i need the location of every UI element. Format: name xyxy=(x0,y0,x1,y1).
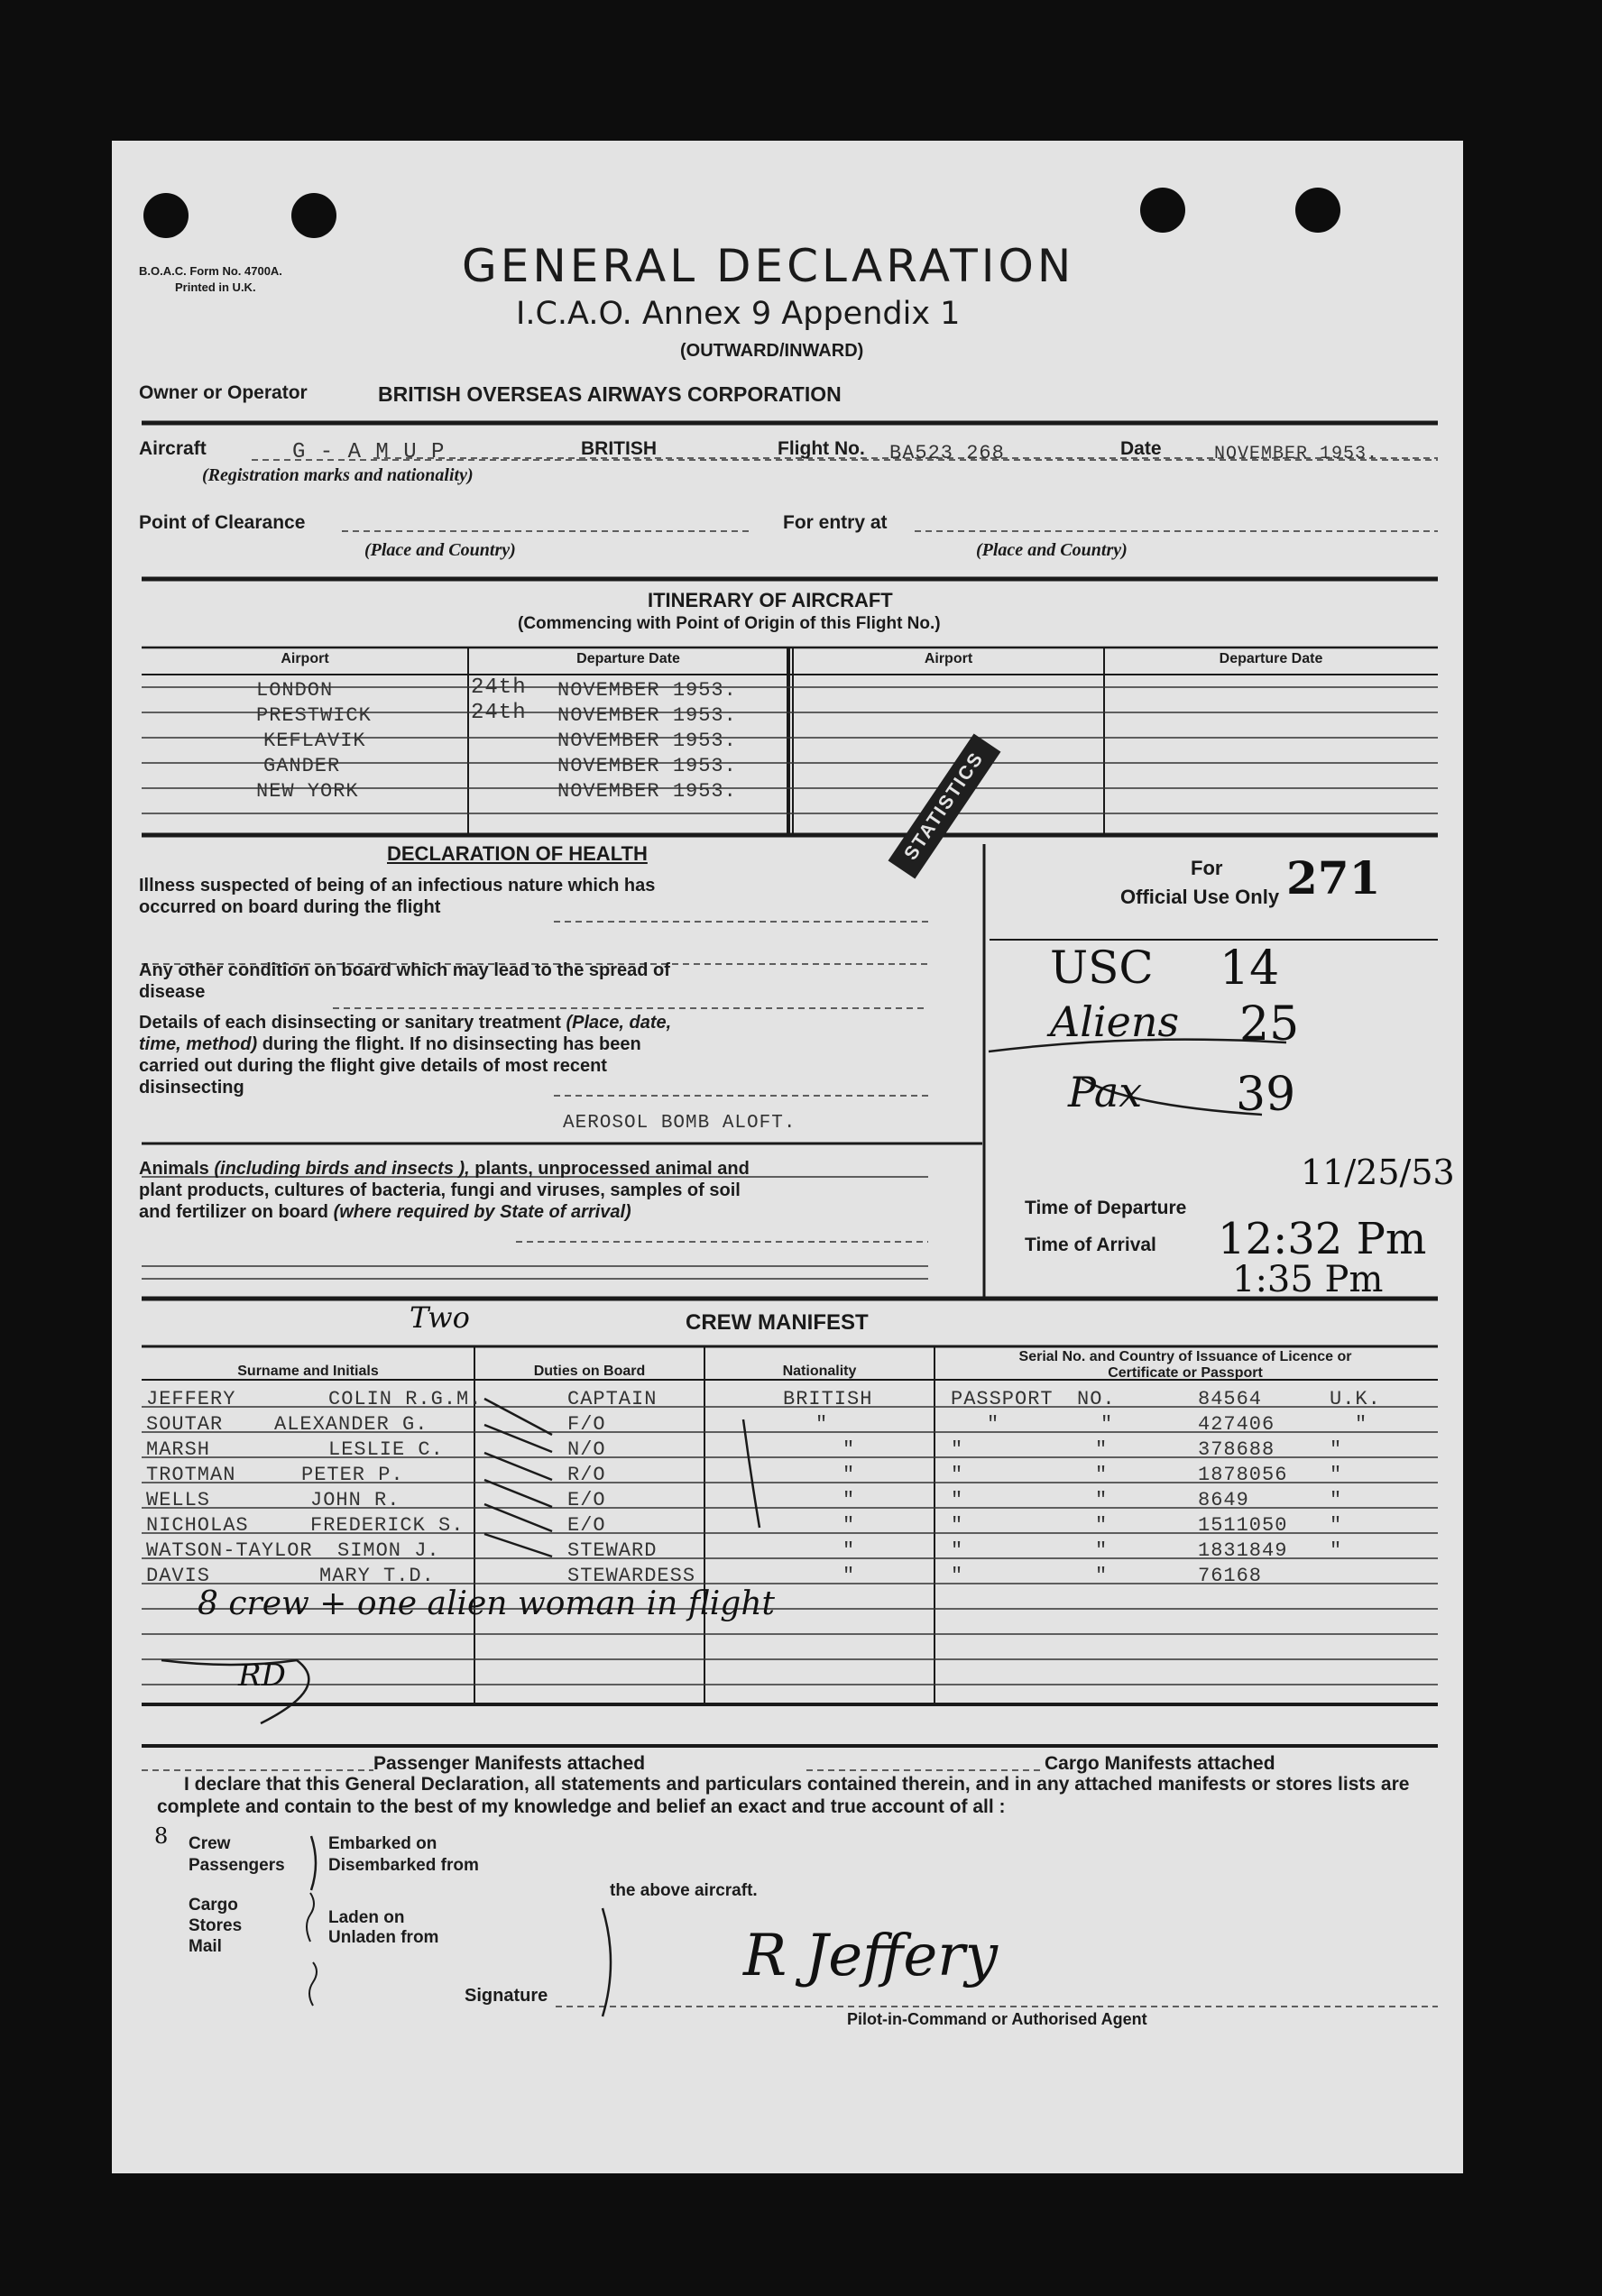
crew-nationality: " xyxy=(842,1438,856,1461)
crew-serial: 378688 xyxy=(1198,1438,1275,1461)
crew-surname: NICHOLAS xyxy=(146,1514,249,1537)
crew-country: " xyxy=(1330,1539,1343,1562)
itinerary-date: NOVEMBER 1953. xyxy=(557,780,737,803)
crew-initials: LESLIE C. xyxy=(328,1438,444,1461)
crew-duty: F/O xyxy=(567,1413,606,1436)
entry-label: For entry at xyxy=(783,512,888,533)
crew-doc-type: " xyxy=(951,1514,964,1537)
crew-country: " xyxy=(1355,1413,1368,1436)
itinerary-airport: GANDER xyxy=(263,755,341,777)
form-number: B.O.A.C. Form No. 4700A. xyxy=(139,264,282,278)
clearance-hint: (Place and Country) xyxy=(364,540,516,560)
official-use-label: Official Use Only xyxy=(1120,886,1280,908)
animals-hint: (including birds and insects ), xyxy=(214,1159,470,1179)
statistics-stamp: STATISTICS xyxy=(888,733,1001,878)
official-note-key: Aliens xyxy=(1050,997,1180,1046)
itinerary-airport: KEFLAVIK xyxy=(263,730,366,752)
departure-label: Time of Departure xyxy=(1025,1198,1187,1218)
crew-duty: E/O xyxy=(567,1514,606,1537)
official-note-value: 25 xyxy=(1239,997,1300,1052)
flight-number: BA523 268 xyxy=(889,442,1005,464)
direction-label: (OUTWARD/INWARD) xyxy=(680,341,864,361)
clearance-label: Point of Clearance xyxy=(139,512,306,533)
cleared-time: 1:35 Pm xyxy=(1232,1259,1384,1300)
crew-serial: 76168 xyxy=(1198,1565,1263,1587)
crew-surname: MARSH xyxy=(146,1438,211,1461)
crew-initials: JOHN R. xyxy=(310,1489,400,1511)
crew-doc-no: " xyxy=(1095,1539,1109,1562)
itinerary-date: NOVEMBER 1953. xyxy=(557,704,737,727)
page-subtitle: I.C.A.O. Annex 9 Appendix 1 xyxy=(516,296,961,332)
crew-nationality: BRITISH xyxy=(783,1388,873,1410)
crew-initials: ALEXANDER G. xyxy=(274,1413,428,1436)
aircraft-registration: G - A M U P xyxy=(292,440,446,464)
crew-title: CREW MANIFEST xyxy=(686,1310,869,1335)
official-note-value: 14 xyxy=(1220,941,1280,996)
declaration-mail: Mail xyxy=(189,1937,222,1956)
crew-nationality: " xyxy=(842,1565,856,1587)
crew-serial: 1878056 xyxy=(1198,1464,1288,1486)
printed-note: Printed in U.K. xyxy=(175,280,256,294)
crew-serial: 8649 xyxy=(1198,1489,1249,1511)
official-note-value: 39 xyxy=(1236,1068,1296,1122)
itinerary-subtitle: (Commencing with Point of Origin of this Flight No.) xyxy=(518,614,941,633)
owner-label: Owner or Operator xyxy=(139,382,308,403)
animals-text: Animals xyxy=(139,1159,209,1179)
passenger-manifest-label: Passenger Manifests attached xyxy=(373,1753,646,1774)
aircraft-nationality: BRITISH xyxy=(581,438,657,459)
crew-doc-type: PASSPORT xyxy=(951,1388,1054,1410)
departure-date: 11/25/53 xyxy=(1301,1153,1455,1192)
disinsecting-text-cont: during the flight. If no disinsecting has been carried out during the flight give details of most recent disinsecting xyxy=(139,1034,641,1097)
declaration-passengers: Passengers xyxy=(189,1856,285,1875)
declaration-disembarked: Disembarked from xyxy=(328,1856,479,1875)
itinerary-header-airport: Airport xyxy=(281,651,329,666)
crew-count-handnote: 8 crew + one alien woman in flight xyxy=(198,1585,776,1622)
entry-hint: (Place and Country) xyxy=(976,540,1128,560)
health-question-animals xyxy=(139,1158,761,1223)
declaration-cargo: Cargo xyxy=(189,1896,238,1915)
health-title: DECLARATION OF HEALTH xyxy=(387,842,648,865)
declaration-laden: Laden on xyxy=(328,1908,405,1927)
crew-surname: JEFFERY xyxy=(146,1388,236,1410)
crew-nationality: " xyxy=(842,1464,856,1486)
punch-hole xyxy=(1295,188,1340,233)
crew-surname: SOUTAR xyxy=(146,1413,224,1436)
declaration-stores: Stores xyxy=(189,1916,243,1935)
itinerary-date: NOVEMBER 1953. xyxy=(557,755,737,777)
punch-hole xyxy=(1140,188,1185,233)
declaration-above-aircraft: the above aircraft. xyxy=(610,1881,758,1900)
itinerary-airport: NEW YORK xyxy=(256,780,359,803)
crew-country: " xyxy=(1330,1464,1343,1486)
document-page xyxy=(112,141,1463,2173)
itinerary-date: NOVEMBER 1953. xyxy=(557,730,737,752)
crew-country: " xyxy=(1330,1514,1343,1537)
itinerary-day: 24th xyxy=(471,701,527,725)
cargo-manifest-label: Cargo Manifests attached xyxy=(1045,1753,1275,1774)
crew-nationality: " xyxy=(842,1514,856,1537)
crew-header-nationality: Nationality xyxy=(782,1364,857,1379)
itinerary-airport: LONDON xyxy=(256,679,334,702)
crew-duty: E/O xyxy=(567,1489,606,1511)
crew-duty: R/O xyxy=(567,1464,606,1486)
crew-duty: STEWARDESS xyxy=(567,1565,696,1587)
crew-doc-no: " xyxy=(1095,1464,1109,1486)
crew-country: " xyxy=(1330,1438,1343,1461)
crew-country: " xyxy=(1330,1489,1343,1511)
health-question-disinsecting xyxy=(139,1012,698,1098)
crew-duty: CAPTAIN xyxy=(567,1388,658,1410)
official-for-label: For xyxy=(1191,857,1223,879)
crew-initials-handnote: RD xyxy=(238,1658,286,1694)
crew-count-value: 8 xyxy=(154,1823,169,1849)
declaration-embarked: Embarked on xyxy=(328,1834,437,1853)
official-note-key: Pax xyxy=(1068,1068,1143,1116)
crew-doc-type: " xyxy=(951,1539,964,1562)
owner-value: BRITISH OVERSEAS AIRWAYS CORPORATION xyxy=(378,382,842,406)
flight-label: Flight No. xyxy=(778,438,865,459)
animals-text-cont: plants, unprocessed animal and plant products, cultures of bacteria, fungi and viruses, samples of soil and fertilizer on board xyxy=(139,1159,750,1222)
itinerary-airport: PRESTWICK xyxy=(256,704,372,727)
crew-serial: 427406 xyxy=(1198,1413,1275,1436)
crew-doc-type: " xyxy=(951,1438,964,1461)
crew-surname: DAVIS xyxy=(146,1565,211,1587)
crew-surname: WELLS xyxy=(146,1489,211,1511)
crew-initials: PETER P. xyxy=(301,1464,404,1486)
disinsecting-hint: (Place, date, time, method) xyxy=(139,1013,672,1054)
health-question-condition: Any other condition on board which may lead to the spread of disease xyxy=(139,960,670,1002)
crew-duty: STEWARD xyxy=(567,1539,658,1562)
aircraft-hint: (Registration marks and nationality) xyxy=(202,465,474,485)
pilot-signature: R Jeffery xyxy=(743,1923,999,1989)
date-value: NOVEMBER 1953. xyxy=(1214,444,1379,464)
crew-doc-no: " xyxy=(1100,1413,1114,1436)
crew-doc-type: " xyxy=(951,1464,964,1486)
crew-handnote: Two xyxy=(410,1300,470,1335)
disinsecting-answer: AEROSOL BOMB ALOFT. xyxy=(563,1113,796,1134)
declaration-unladen: Unladen from xyxy=(328,1928,439,1947)
punch-hole xyxy=(291,193,336,238)
itinerary-header-departure: Departure Date xyxy=(576,651,680,666)
crew-initials: SIMON J. xyxy=(337,1539,440,1562)
itinerary-title: ITINERARY OF AIRCRAFT xyxy=(648,589,893,611)
official-number: 271 xyxy=(1286,851,1381,905)
declaration-crew: Crew xyxy=(189,1834,231,1853)
crew-doc-no: " xyxy=(1095,1514,1109,1537)
crew-surname: WATSON-TAYLOR xyxy=(146,1539,313,1562)
declaration-text: I declare that this General Declaration, all statements and particulars contained therein, and in any attached manifests or stores lists are complete and contain to the best of my knowledge and belief an exact and true account of all : xyxy=(157,1774,1410,1817)
itinerary-date: NOVEMBER 1953. xyxy=(557,679,737,702)
crew-doc-type: " xyxy=(987,1413,1000,1436)
crew-nationality: " xyxy=(842,1489,856,1511)
date-label: Date xyxy=(1120,438,1162,459)
crew-header-serial: Serial No. and Country of Issuance of Licence or Certificate or Passport xyxy=(1018,1349,1352,1381)
crew-header-name: Surname and Initials xyxy=(237,1364,379,1379)
crew-initials: COLIN R.G.M. xyxy=(328,1388,483,1410)
crew-initials: MARY T.D. xyxy=(319,1565,435,1587)
crew-nationality: " xyxy=(815,1413,829,1436)
crew-doc-no: " xyxy=(1095,1489,1109,1511)
official-note-key: USC xyxy=(1050,941,1154,994)
aircraft-label: Aircraft xyxy=(139,438,207,459)
itinerary-day: 24th xyxy=(471,675,527,700)
crew-header-duties: Duties on Board xyxy=(533,1364,646,1379)
crew-doc-no: " xyxy=(1095,1438,1109,1461)
crew-serial: 1511050 xyxy=(1198,1514,1288,1537)
crew-doc-no: " xyxy=(1095,1565,1109,1587)
itinerary-header-departure: Departure Date xyxy=(1219,651,1323,666)
page-title: GENERAL DECLARATION xyxy=(462,240,1075,292)
crew-doc-type: " xyxy=(951,1565,964,1587)
signature-agent-label: Pilot-in-Command or Authorised Agent xyxy=(847,2010,1147,2028)
crew-initials: FREDERICK S. xyxy=(310,1514,465,1537)
crew-serial: 84564 xyxy=(1198,1388,1263,1410)
crew-doc-no: NO. xyxy=(1077,1388,1116,1410)
crew-surname: TROTMAN xyxy=(146,1464,236,1486)
arrival-label: Time of Arrival xyxy=(1025,1235,1156,1255)
crew-serial: 1831849 xyxy=(1198,1539,1288,1562)
signature-label: Signature xyxy=(465,1986,548,2006)
crew-doc-type: " xyxy=(951,1489,964,1511)
crew-nationality: " xyxy=(842,1539,856,1562)
animals-state-hint: (where required by State of arrival) xyxy=(333,1202,631,1222)
health-question-illness: Illness suspected of being of an infectious nature which has occurred on board during the flight xyxy=(139,876,656,917)
disinsecting-text: Details of each disinsecting or sanitary treatment xyxy=(139,1013,561,1033)
crew-duty: N/O xyxy=(567,1438,606,1461)
crew-country: U.K. xyxy=(1330,1388,1381,1410)
itinerary-header-airport: Airport xyxy=(924,651,973,666)
arrival-time: 12:32 Pm xyxy=(1218,1214,1427,1264)
punch-hole xyxy=(143,193,189,238)
